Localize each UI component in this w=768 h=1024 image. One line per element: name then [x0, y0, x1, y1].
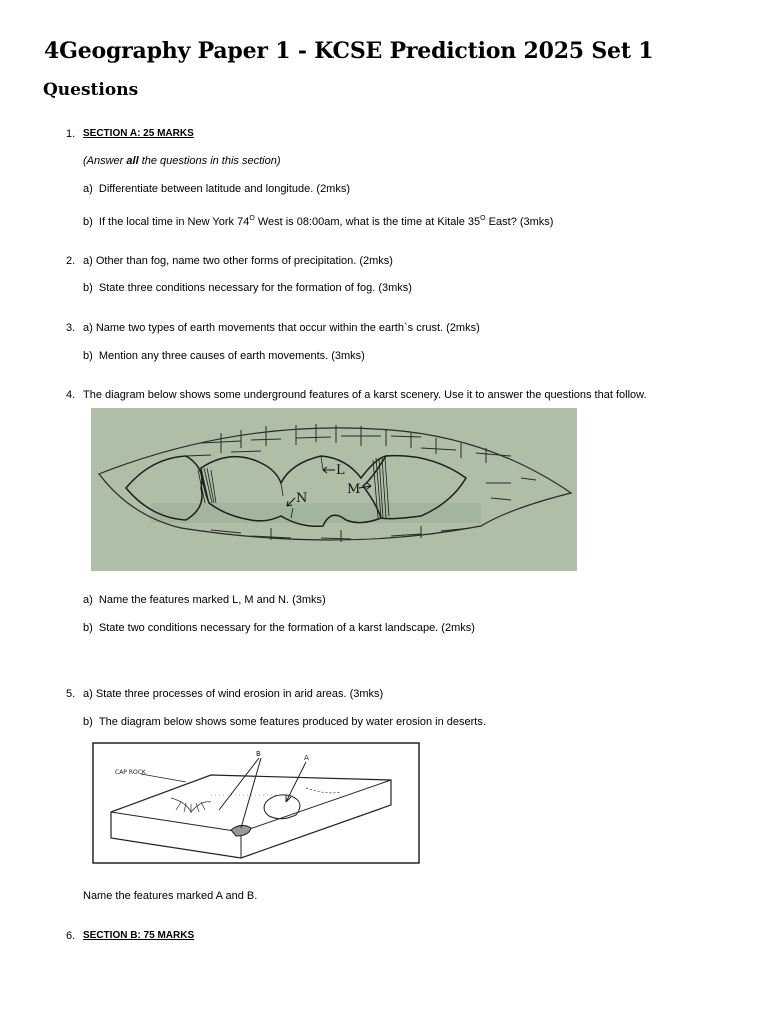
- section-b-heading: SECTION B: 75 MARKS: [83, 930, 195, 941]
- label-N: N: [296, 491, 308, 506]
- section-heading-questions: Questions: [43, 80, 139, 100]
- question-1b: b) If the local time in New York $74^O$ West is 08:00am, what is the time at Kitale $35^O$ East? (3mks): [83, 215, 554, 228]
- question-number: 4.: [66, 389, 76, 401]
- question-number: 3.: [66, 322, 76, 334]
- question-2b: b) State three conditions necessary for the formation of fog. (3mks): [83, 282, 412, 294]
- desert-erosion-diagram-svg: [91, 740, 425, 868]
- question-number: 1.: [66, 128, 76, 140]
- question-number: 6.: [66, 930, 76, 942]
- question-number: 5.: [66, 688, 76, 700]
- question-4b: b) State two conditions necessary for the formation of a karst landscape. (2mks): [83, 622, 475, 634]
- label-cap-rock: CAP ROCK: [115, 769, 146, 776]
- question-number: 2.: [66, 255, 76, 267]
- label-A: A: [304, 754, 309, 762]
- question-5a: a) State three processes of wind erosion in arid areas. (3mks): [83, 688, 384, 700]
- label-B: B: [256, 750, 261, 758]
- question-4a: a) Name the features marked L, M and N. (3mks): [83, 594, 326, 606]
- instruction-text: (Answer all the questions in this section): [83, 155, 281, 167]
- question-4-stem: The diagram below shows some underground features of a karst scenery. Use it to answer the questions that follow.: [83, 389, 647, 401]
- karst-diagram: [91, 408, 577, 571]
- label-M: M: [347, 482, 361, 497]
- question-5b: b) The diagram below shows some features produced by water erosion in deserts.: [83, 716, 486, 728]
- question-2a: a) Other than fog, name two other forms of precipitation. (2mks): [83, 255, 393, 267]
- label-L: L: [336, 463, 345, 478]
- desert-erosion-diagram: [91, 740, 425, 868]
- section-a-heading: SECTION A: 25 MARKS: [83, 128, 194, 139]
- karst-diagram-svg: [91, 408, 577, 571]
- question-3a: a) Name two types of earth movements that occur within the earth`s crust. (2mks): [83, 322, 480, 334]
- question-5c: Name the features marked A and B.: [83, 890, 258, 902]
- page-title: 4Geography Paper 1 - KCSE Prediction 2025 Set 1: [44, 38, 654, 64]
- question-3b: b) Mention any three causes of earth movements. (3mks): [83, 350, 365, 362]
- question-1a: a) Differentiate between latitude and longitude. (2mks): [83, 183, 351, 195]
